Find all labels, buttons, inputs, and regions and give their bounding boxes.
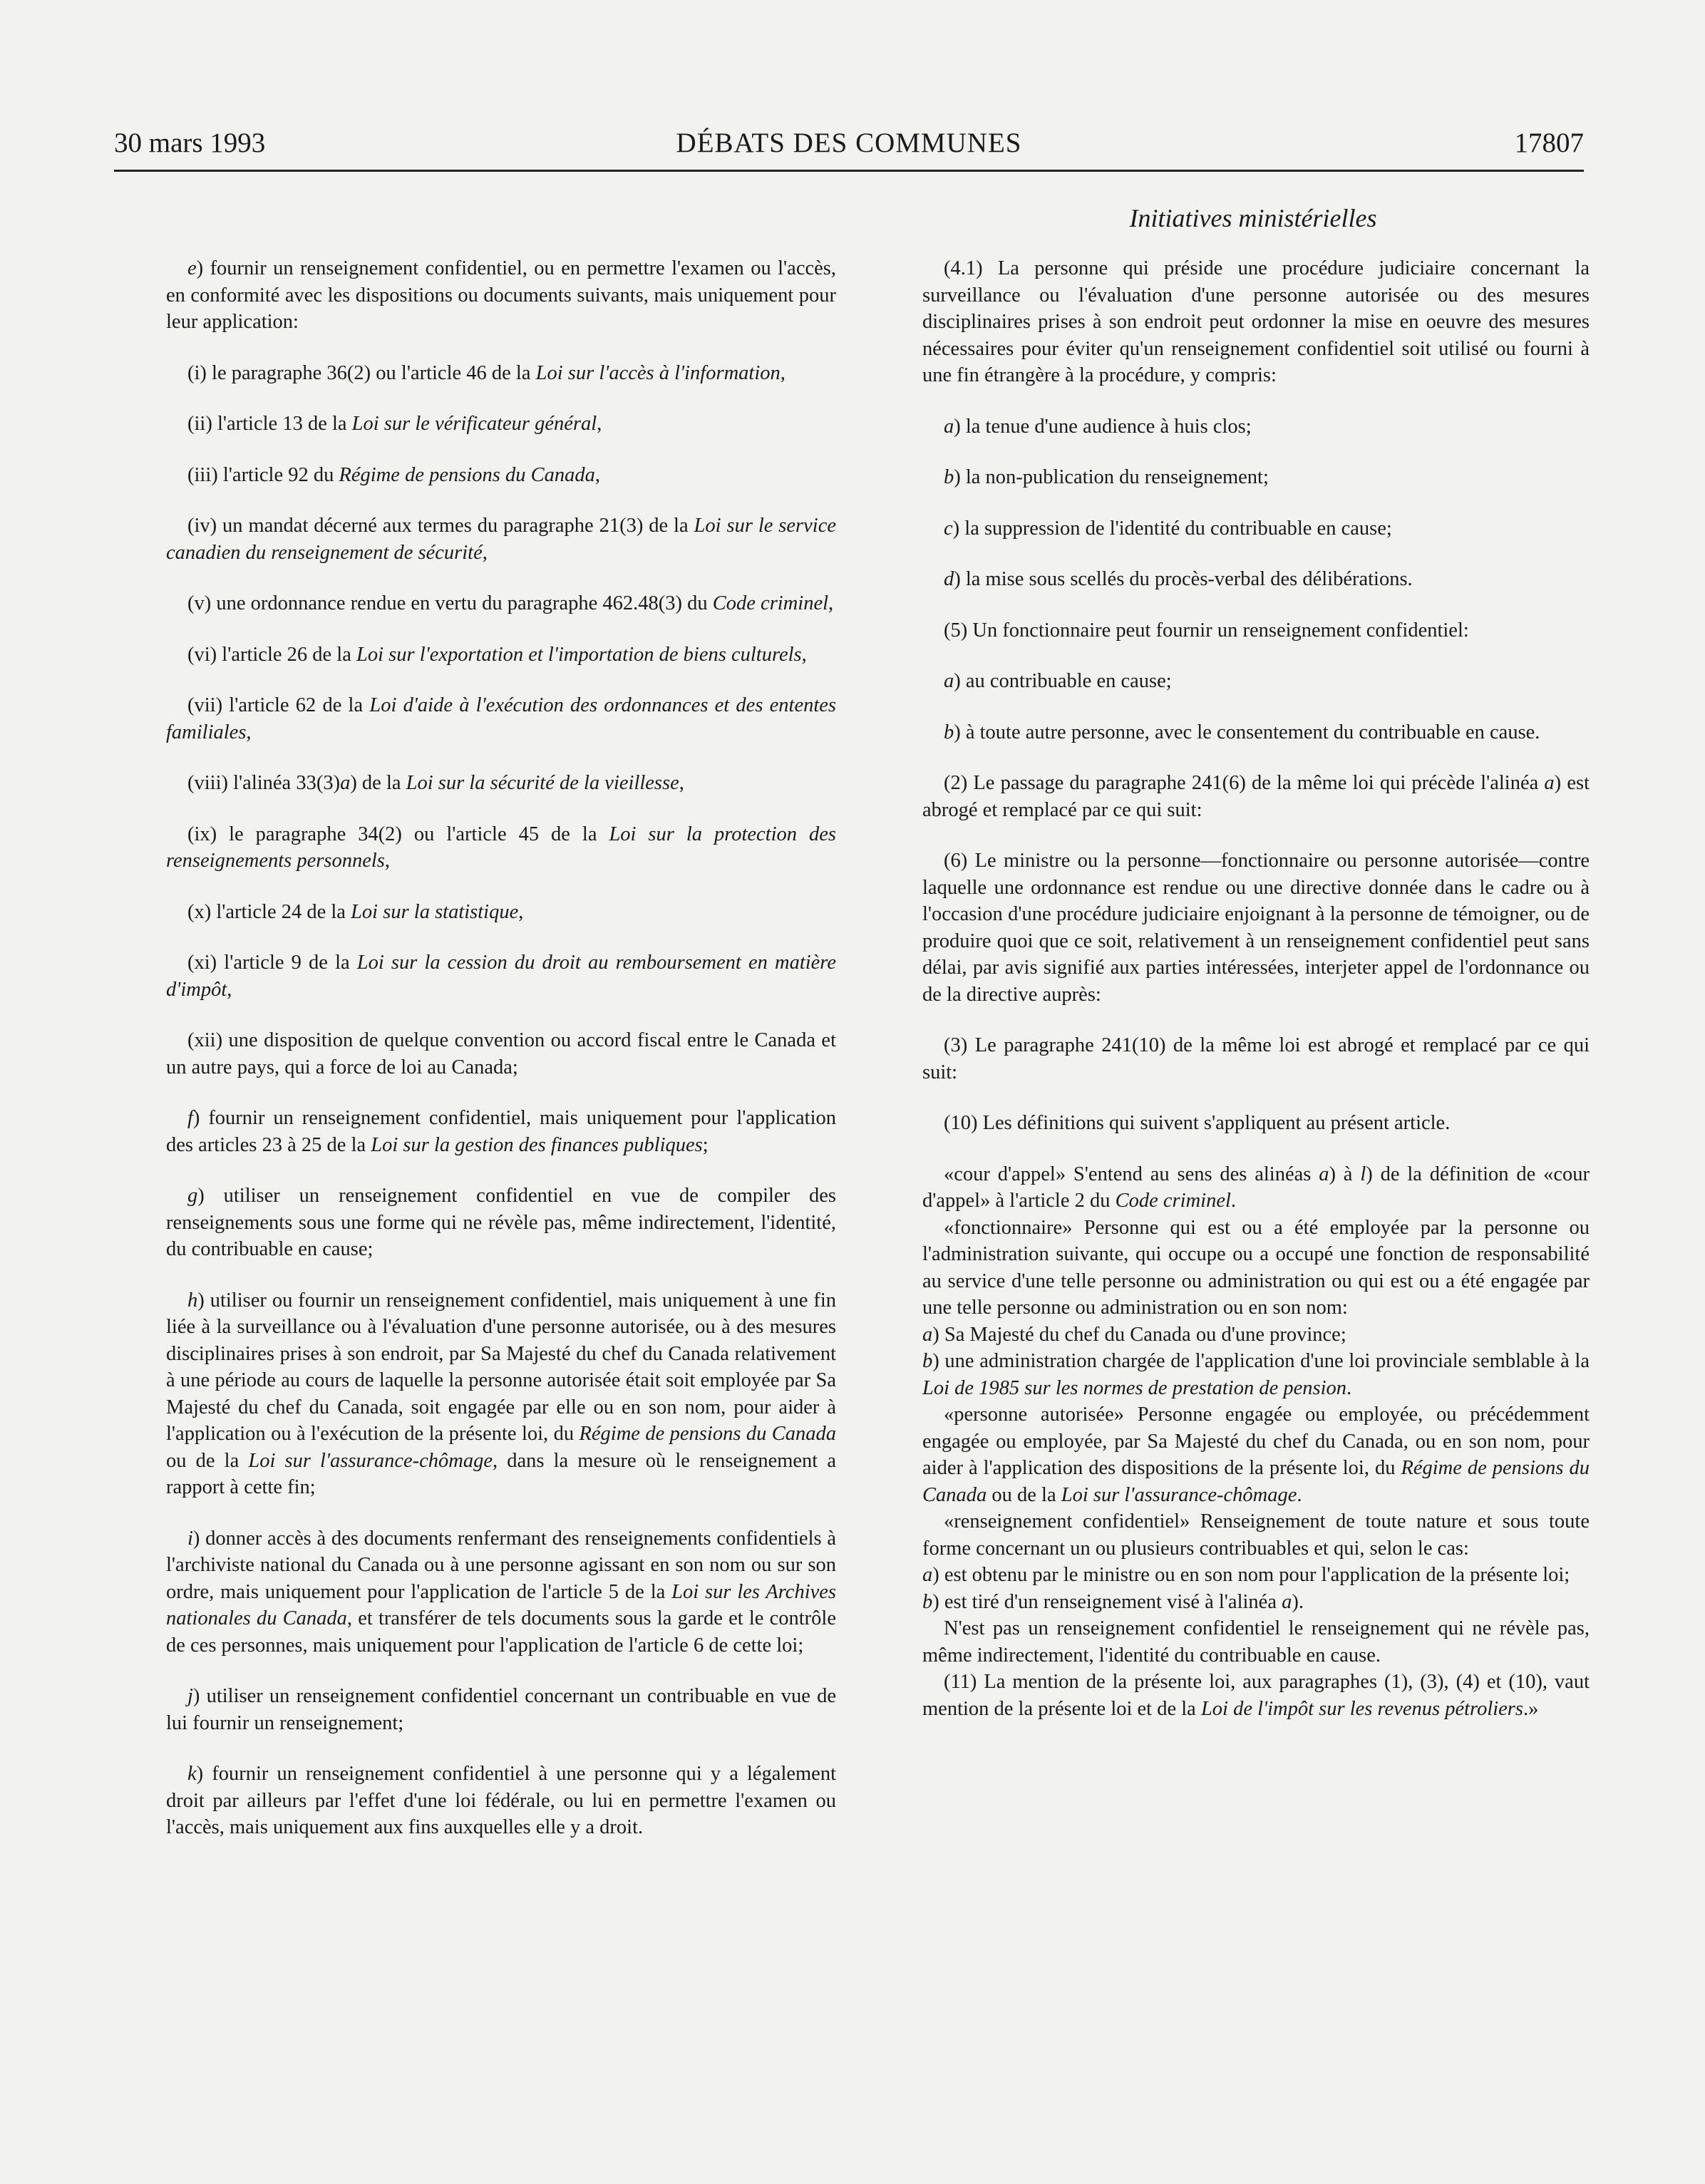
item-ix: (ix) le paragraphe 34(2) ou l'article 45 de la Loi sur la protection des renseignements personnels, bbox=[166, 823, 836, 872]
item-ii: (ii) l'article 13 de la Loi sur le vérificateur général, bbox=[187, 413, 602, 435]
para-4-1-c: c) la suppression de l'identité du contribuable en cause; bbox=[944, 517, 1392, 540]
item-vi: (vi) l'article 26 de la Loi sur l'exportation et l'importation de biens culturels, bbox=[187, 643, 807, 666]
para-11: (11) La mention de la présente loi, aux paragraphes (1), (3), (4) et (10), vaut mention de la présente loi et de la Loi de l'impôt sur les revenus pétroliers.» bbox=[922, 1671, 1590, 1720]
def-personne-autorisee: «personne autorisée» Personne engagée ou employée, ou précédemment engagée ou employée, par Sa Majesté du chef du Canada, ou en son nom, pour aider à l'application des dispositions de la présente loi, du Régime de pensions du Canada ou de la Loi sur l'assurance-chômage. bbox=[922, 1403, 1590, 1506]
page-number: 17807 bbox=[1514, 128, 1584, 158]
para-2: (2) Le passage du paragraphe 241(6) de la même loi qui précède l'alinéa a) est abrogé et remplacé par ce qui suit: bbox=[922, 772, 1590, 821]
page-header bbox=[114, 127, 1584, 172]
def-fonctionnaire-a: a) Sa Majesté du chef du Canada ou d'une province; bbox=[922, 1323, 1346, 1346]
def-renseignement-confidentiel: «renseignement confidentiel» Renseignement de toute nature et sous toute forme concernant un ou plusieurs contribuables et qui, selon le cas: bbox=[922, 1510, 1590, 1560]
para-5-b: b) à toute autre personne, avec le consentement du contribuable en cause. bbox=[944, 721, 1540, 743]
def-renseignement-a: a) est obtenu par le ministre ou en son nom pour l'application de la présente loi; bbox=[922, 1564, 1570, 1586]
item-iv: (iv) un mandat décerné aux termes du paragraphe 21(3) de la Loi sur le service canadien du renseignement de sécurité, bbox=[166, 515, 836, 564]
item-i: (i) le paragraphe 36(2) ou l'article 46 de la Loi sur l'accès à l'information, bbox=[187, 361, 785, 384]
para-4-1-a: a) la tenue d'une audience à huis clos; bbox=[944, 415, 1252, 438]
def-renseignement-note: N'est pas un renseignement confidentiel le renseignement qui ne révèle pas, même indirectement, l'identité du contribuable en cause. bbox=[922, 1617, 1590, 1667]
left-column bbox=[166, 255, 836, 1841]
para-4-1-d: d) la mise sous scellés du procès-verbal des délibérations. bbox=[944, 568, 1413, 590]
header-date: 30 mars 1993 bbox=[114, 128, 266, 158]
para-5: (5) Un fonctionnaire peut fournir un renseignement confidentiel: bbox=[944, 619, 1469, 642]
item-vii: (vii) l'article 62 de la Loi d'aide à l'exécution des ordonnances et des ententes familiales, bbox=[166, 694, 836, 743]
para-j: j) utiliser un renseignement confidentiel concernant un contribuable en vue de lui fournir un renseignement; bbox=[166, 1685, 836, 1734]
def-fonctionnaire-b: b) une administration chargée de l'application d'une loi provinciale semblable à la Loi de 1985 sur les normes de prestation de pension. bbox=[922, 1350, 1590, 1399]
def-fonctionnaire: «fonctionnaire» Personne qui est ou a été employée par la personne ou l'administration suivante, qui occupe ou a occupé une fonction de responsabilité au service d'une telle personne ou administration ou qui est ou a été engagée par une telle personne ou administration ou en son nom: bbox=[922, 1216, 1590, 1319]
item-xi: (xi) l'article 9 de la Loi sur la cession du droit au remboursement en matière d'impôt, bbox=[166, 952, 836, 1001]
para-e: e) fournir un renseignement confidentiel, ou en permettre l'examen ou l'accès, en conformité avec les dispositions ou documents suivants, mais uniquement pour leur application: bbox=[166, 257, 836, 333]
para-i: i) donner accès à des documents renfermant des renseignements confidentiels à l'archiviste national du Canada ou à une personne agissant en son nom ou sur son ordre, mais uniquement pour l'application de l'article 5 de la Loi sur les Archives nationales du Canada, et transférer de tels documents sous la garde et le contrôle de ces personnes, mais uniquement pour l'application de l'article 6 de cette loi; bbox=[166, 1527, 837, 1657]
para-e-text: ) fournir un renseignement confidentiel, ou en permettre l'examen ou l'accès, en conformité avec les dispositions ou documents suivants, mais uniquement pour leur application: bbox=[166, 257, 836, 333]
section-title: Initiatives ministérielles bbox=[1129, 204, 1377, 232]
right-column bbox=[922, 255, 1590, 1722]
item-xii: (xii) une disposition de quelque convention ou accord fiscal entre le Canada et un autre pays, qui a force de loi au Canada; bbox=[166, 1029, 836, 1078]
def-cour-appel: «cour d'appel» S'entend au sens des alinéas a) à l) de la définition de «cour d'appel» à l'article 2 du Code criminel. bbox=[922, 1163, 1590, 1212]
para-k: k) fournir un renseignement confidentiel à une personne qui y a légalement droit par ailleurs par l'effet d'une loi fédérale, ou lui en permettre l'examen ou l'accès, mais uniquement aux fins auxquelles elle y a droit. bbox=[166, 1763, 836, 1838]
para-10: (10) Les définitions qui suivent s'appliquent au présent article. bbox=[944, 1112, 1451, 1134]
header-title: DÉBATS DES COMMUNES bbox=[676, 128, 1022, 158]
para-h: h) utiliser ou fournir un renseignement confidentiel, mais uniquement à une fin liée à la surveillance ou à l'évaluation d'une personne autorisée, ou à des mesures disciplinaires prises à son endroit, par Sa Majesté du chef du Canada relativement à une période au cours de laquelle la personne autorisée était soit employée par Sa Majesté du chef du Canada, soit engagée par elle ou en son nom, pour aider à l'application ou à l'exécution de la présente loi, du Régime de pensions du Canada ou de la Loi sur l'assurance-chômage, dans la mesure où le renseignement a rapport à cette fin; bbox=[166, 1289, 836, 1498]
para-5-a: a) au contribuable en cause; bbox=[944, 670, 1172, 692]
para-3: (3) Le paragraphe 241(10) de la même loi est abrogé et remplacé par ce qui suit: bbox=[922, 1034, 1590, 1083]
def-renseignement-b: b) est tiré d'un renseignement visé à l'alinéa a). bbox=[922, 1590, 1304, 1613]
para-g: g) utiliser un renseignement confidentiel en vue de compiler des renseignements sous une forme qui ne révèle pas, même indirectement, l'identité, du contribuable en cause; bbox=[166, 1185, 836, 1260]
para-6: (6) Le ministre ou la personne—fonctionnaire ou personne autorisée—contre laquelle une ordonnance est rendue ou une directive donnée dans le cadre ou à l'occasion d'une procédure judiciaire enjoignant à la personne de témoigner, ou de produire quoi que ce soit, relativement à un renseignement confidentiel peut sans délai, par avis signifié aux parties intéressées, interjeter appel de l'ordonnance ou de la directive auprès: bbox=[922, 850, 1590, 1006]
para-f: f) fournir un renseignement confidentiel, mais uniquement pour l'application des articles 23 à 25 de la Loi sur la gestion des finances publiques; bbox=[166, 1107, 836, 1156]
item-x: (x) l'article 24 de la Loi sur la statistique, bbox=[187, 900, 524, 923]
item-viii: (viii) l'alinéa 33(3)a) de la Loi sur la sécurité de la vieillesse, bbox=[187, 772, 684, 794]
para-4-1: (4.1) La personne qui préside une procédure judiciaire concernant la surveillance ou l'évaluation d'une personne autorisée ou des mesures disciplinaires prises à son endroit peut ordonner la mise en oeuvre des mesures nécessaires pour éviter qu'un renseignement confidentiel soit utilisé ou fourni à une fin étrangère à la procédure, y compris: bbox=[922, 257, 1590, 386]
item-iii: (iii) l'article 92 du Régime de pensions du Canada, bbox=[187, 463, 600, 486]
item-v: (v) une ordonnance rendue en vertu du paragraphe 462.48(3) du Code criminel, bbox=[187, 592, 834, 614]
para-4-1-b: b) la non-publication du renseignement; bbox=[944, 466, 1269, 488]
